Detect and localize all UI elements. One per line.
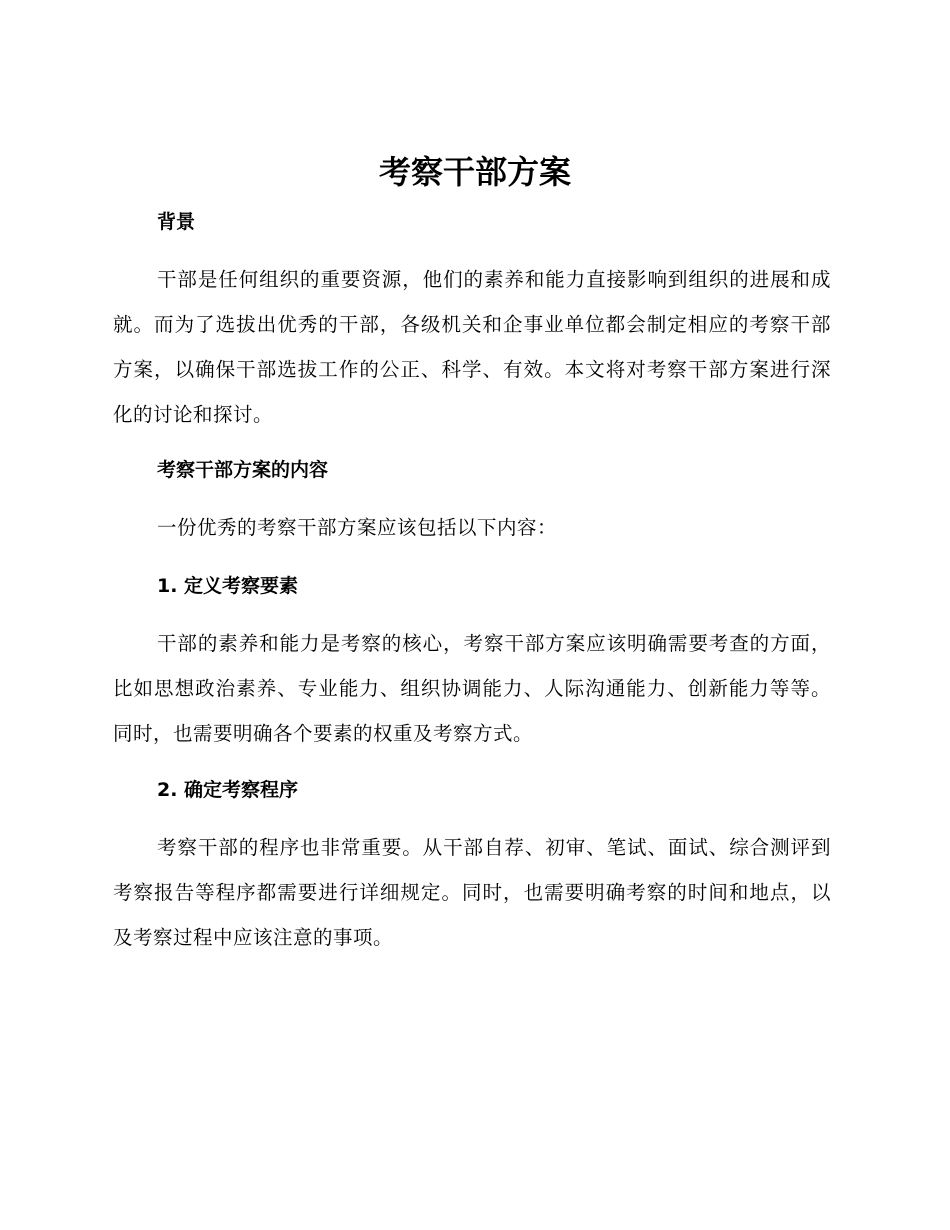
section-paragraph-background: 干部是任何组织的重要资源，他们的素养和能力直接影响到组织的进展和成就。而为了选拔出优秀的干部，各级机关和企事业单位都会制定相应的考察干部方案，以确保干部选拔工作的公正、科学、有效。本文将对考察干部方案进行深化的讨论和探讨。: [113, 268, 831, 426]
section-paragraph-procedure: 考察干部的程序也非常重要。从干部自荐、初审、笔试、面试、综合测评到考察报告等程序都需要进行详细规定。同时，也需要明确考察的时间和地点，以及考察过程中应该注意的事项。: [113, 836, 831, 949]
section-heading-content: 考察干部方案的内容: [157, 459, 329, 481]
section-heading-define-elements: 1. 定义考察要素: [157, 575, 299, 597]
section-heading-background: 背景: [157, 211, 196, 233]
section-paragraph-content: 一份优秀的考察干部方案应该包括以下内容：: [157, 516, 558, 539]
section-paragraph-define-elements: 干部的素养和能力是考察的核心，考察干部方案应该明确需要考查的方面，比如思想政治素养、专业能力、组织协调能力、人际沟通能力、创新能力等等。同时，也需要明确各个要素的权重及考察方式。: [113, 632, 831, 745]
document-title: 考察干部方案: [378, 153, 571, 191]
section-heading-procedure: 2. 确定考察程序: [157, 779, 299, 801]
